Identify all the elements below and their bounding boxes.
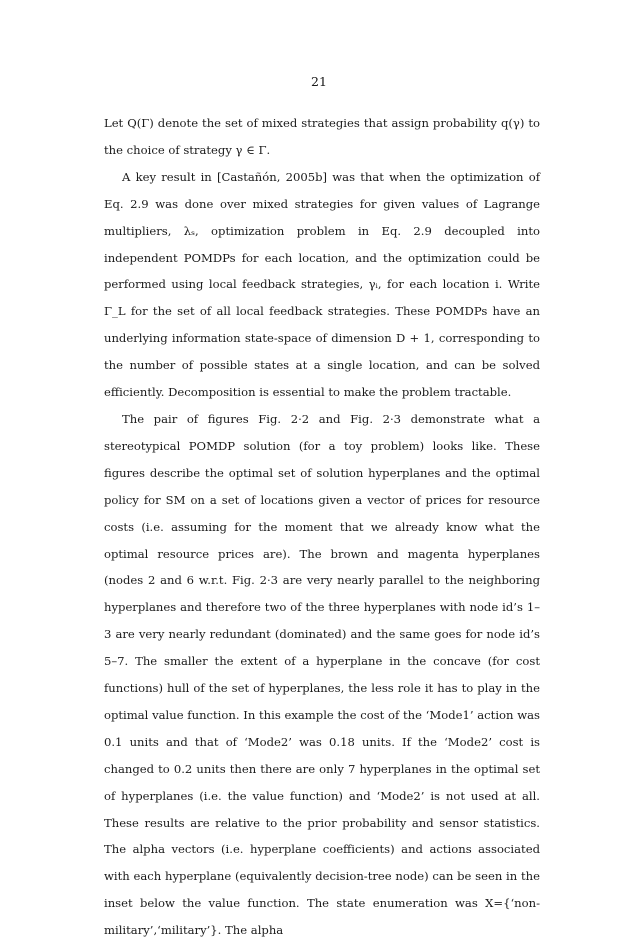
paragraph-key-result: A key result in [Castañón, 2005b] was that when the optimization of Eq. 2.9 was done over mixed strategies for given values of Lagrange multipliers, λₛ, optimization problem in Eq. 2.9 decoupled into independent POMDPs for each location, and the optimization could be performed using local feedback strategies, γᵢ, for each location i. Write Γ_L for the set of all local feedback strategies. These POMDPs have an underlying information state-space of dimension D + 1, corresponding to the number of possible states at a single location, and can be solved efficiently. Decomposition is essential to make the problem tractable.	[104, 169, 540, 400]
paragraph-mixed-strategies: Let Q(Γ) denote the set of mixed strategies that assign probability q(γ) to the choice of strategy γ ∈ Γ.	[104, 116, 540, 157]
paragraph-figures-description: The pair of figures Fig. 2·2 and Fig. 2·3 demonstrate what a stereotypical POMDP solution (for a toy problem) looks like. These figures describe the optimal set of solution hyperplanes and the optimal policy for SM on a set of locations given a vector of prices for resource costs (i.e. assuming for the moment that we already know what the optimal resource prices are). The brown and magenta hyperplanes (nodes 2 and 6 w.r.t. Fig. 2·3 are very nearly parallel to the neighboring hyperplanes and therefore two of the three hyperplanes with node id’s 1–3 are very nearly redundant (dominated) and the same goes for node id’s 5–7. The smaller the extent of a hyperplane in the concave (for cost functions) hull of the set of hyperplanes, the less role it has to play in the optimal value function. In this example the cost of the ‘Mode1’ action was 0.1 units and that of ‘Mode2’ was 0.18 units. If the ‘Mode2’ cost is changed to 0.2 units then there are only 7 hyperplanes in the optimal set of hyperplanes (i.e. the value function) and ‘Mode2’ is not used at all. These results are relative to the prior probability and sensor statistics. The alpha vectors (i.e. hyperplane coefficients) and actions associated with each hyperplane (equivalently decision-tree node) can be seen in the inset below the value function. The state enumeration was X={‘non-military’,‘military’}. The alpha	[104, 411, 540, 938]
body-text	[104, 110, 540, 944]
page-number: 21	[311, 74, 327, 89]
